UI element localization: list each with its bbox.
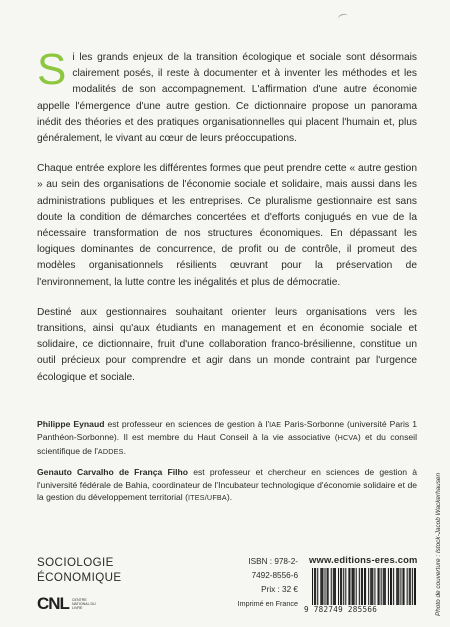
description-text [37, 45, 417, 400]
author-name-2: Genauto Carvalho de França Filho [37, 467, 189, 478]
paragraph-1 [37, 45, 417, 147]
author-name-1: Philippe Eynaud [37, 419, 105, 429]
drop-cap: S [37, 45, 67, 94]
collection-line-2: ÉCONOMIQUE [37, 571, 122, 584]
barcode-digits: 9 782749 285566 [302, 605, 420, 614]
printed-in: Imprimé en France [237, 599, 298, 608]
author-bios [37, 418, 417, 512]
photo-credit: Photo de couverture : Istock-Jacob Wackerhausen [435, 472, 442, 616]
paragraph-3: Destiné aux gestionnaires souhaitant orienter leurs organisations vers les transitions, ainsi qu'aux étudiants en management et en économie sociale et solidaire, ce dictionnaire, fruit d'une collaboration franco-brésilienne, constitue un outil précieux pour comprendre et agir dans un monde contraint par l'urgence écologique et sociale. [37, 306, 417, 383]
price-block [232, 555, 298, 611]
cnl-logo-subtitle: CENTRE NATIONAL DU LIVRE [71, 597, 96, 611]
price: Prix : 32 € [261, 585, 298, 594]
author-bio-2: Genauto Carvalho de França Filho est professeur et chercheur en sciences de gestion à l'université fédérale de Bahia, coordinateur de l'Incubateur technologique d'économie solidaire et de la gestion du développement territorial (ITES/UFBA). [37, 467, 417, 503]
corner-mark [337, 13, 349, 23]
collection-line-1: SOCIOLOGIE [37, 556, 114, 569]
paragraph-2: Chaque entrée explore les différentes formes que peut prendre cette « autre gestion » au sein des organisations de l'économie sociale et solidaire, mais aussi dans les administrations publiques et les entreprises. Ce pluralisme gestionnaire est sans doute la condition de démarches concertées et d'efforts conjugués en vue de la nécessaire transformation de nos structures économiques. En dépassant les logiques dominantes de concurrence, de profit ou de contrôle, il promeut des modèles organisationnels résilients œuvrant pour la préservation de l'environnement, la lutte contre les inégalités et plus de démocratie. [37, 163, 417, 288]
publisher-website: www.editions-eres.com [309, 554, 418, 565]
cnl-logo [37, 593, 98, 615]
cnl-logo-mark: CNL [37, 594, 69, 613]
paragraph-1-text: i les grands enjeux de la transition écologique et sociale sont désormais clairement posés, il reste à documenter et à inventer les méthodes et les modalités de son accompagnement. L'affirmation d'une autre économie appelle l'émergence d'une autre gestion. Ce dictionnaire propose un panorama inédit des théories et des pratiques organisationnelles qui placent l'humain et, plus généralement, le vivant au cœur de leurs préoccupations. [37, 52, 417, 145]
author-bio-1: Philippe Eynaud est professeur en sciences de gestion à l'IAE Paris-Sorbonne (université Paris 1 Panthéon-Sorbonne). Il est membre du Haut Conseil à la vie associative (HCVA) et du conseil scientifique de l'ADDES. [37, 419, 417, 456]
collection-name [37, 555, 122, 585]
isbn: ISBN : 978-2-7492-8556-6 [248, 557, 298, 580]
